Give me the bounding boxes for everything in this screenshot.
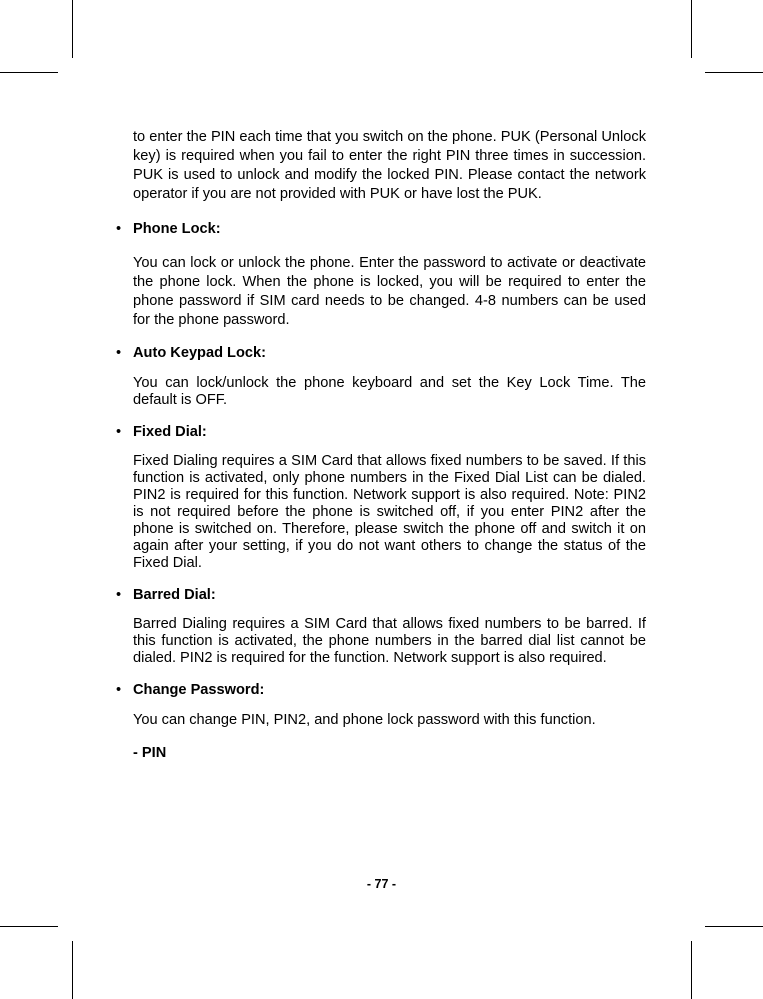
crop-mark <box>691 941 692 999</box>
section-body-fixed-dial: Fixed Dialing requires a SIM Card that allows fixed numbers to be saved. If this function is activated, only phone numbers in the Fixed Dial List can be dialed. PIN2 is required for this function. Network support is also required. Note: PIN2 is not required before the phone is switched off, if you enter PIN2 after the phone is switched on. Therefore, please switch the phone off and switch it on again after your setting, if you do not want others to change the status of the Fixed Dial. <box>133 453 646 571</box>
intro-paragraph: to enter the PIN each time that you switch on the phone. PUK (Personal Unlock key) is required when you fail to enter the right PIN three times in succession. PUK is used to unlock and modify the locked PIN. Please contact the network operator if you are not provided with PUK or have lost the PUK. <box>133 129 646 202</box>
crop-mark <box>0 72 58 73</box>
bullet: • <box>116 587 122 603</box>
section-heading-phone-lock: • Phone Lock: <box>116 221 221 237</box>
subitem-pin: - PIN <box>133 745 167 761</box>
section-body-phone-lock: You can lock or unlock the phone. Enter the password to activate or deactivate the phone lock. When the phone is locked, you will be required to enter the phone password if SIM card needs to be changed. 4-8 numbers can be used for the phone password. <box>133 255 646 328</box>
crop-mark <box>72 0 73 58</box>
section-heading-auto-keypad-lock: • Auto Keypad Lock: <box>116 345 266 361</box>
section-body-change-password: You can change PIN, PIN2, and phone lock password with this function. <box>133 712 596 728</box>
section-body-barred-dial: Barred Dialing requires a SIM Card that allows fixed numbers to be barred. If this function is activated, the phone numbers in the barred dial list cannot be dialed. PIN2 is required for the function. Network support is also required. <box>133 616 646 666</box>
section-heading-change-password: • Change Password: <box>116 682 265 698</box>
bullet: • <box>116 221 122 237</box>
section-body-auto-keypad-lock: You can lock/unlock the phone keyboard and set the Key Lock Time. The default is OFF. <box>133 375 646 408</box>
crop-mark <box>691 0 692 58</box>
crop-mark <box>0 926 58 927</box>
page-number: - 77 - <box>366 877 397 891</box>
bullet: • <box>116 682 122 698</box>
page-content <box>116 128 646 761</box>
crop-mark <box>72 941 73 999</box>
crop-mark <box>705 72 763 73</box>
bullet: • <box>116 424 122 440</box>
bullet: • <box>116 345 122 361</box>
section-heading-fixed-dial: • Fixed Dial: <box>116 424 207 440</box>
section-heading-barred-dial: • Barred Dial: <box>116 587 216 603</box>
crop-mark <box>705 926 763 927</box>
